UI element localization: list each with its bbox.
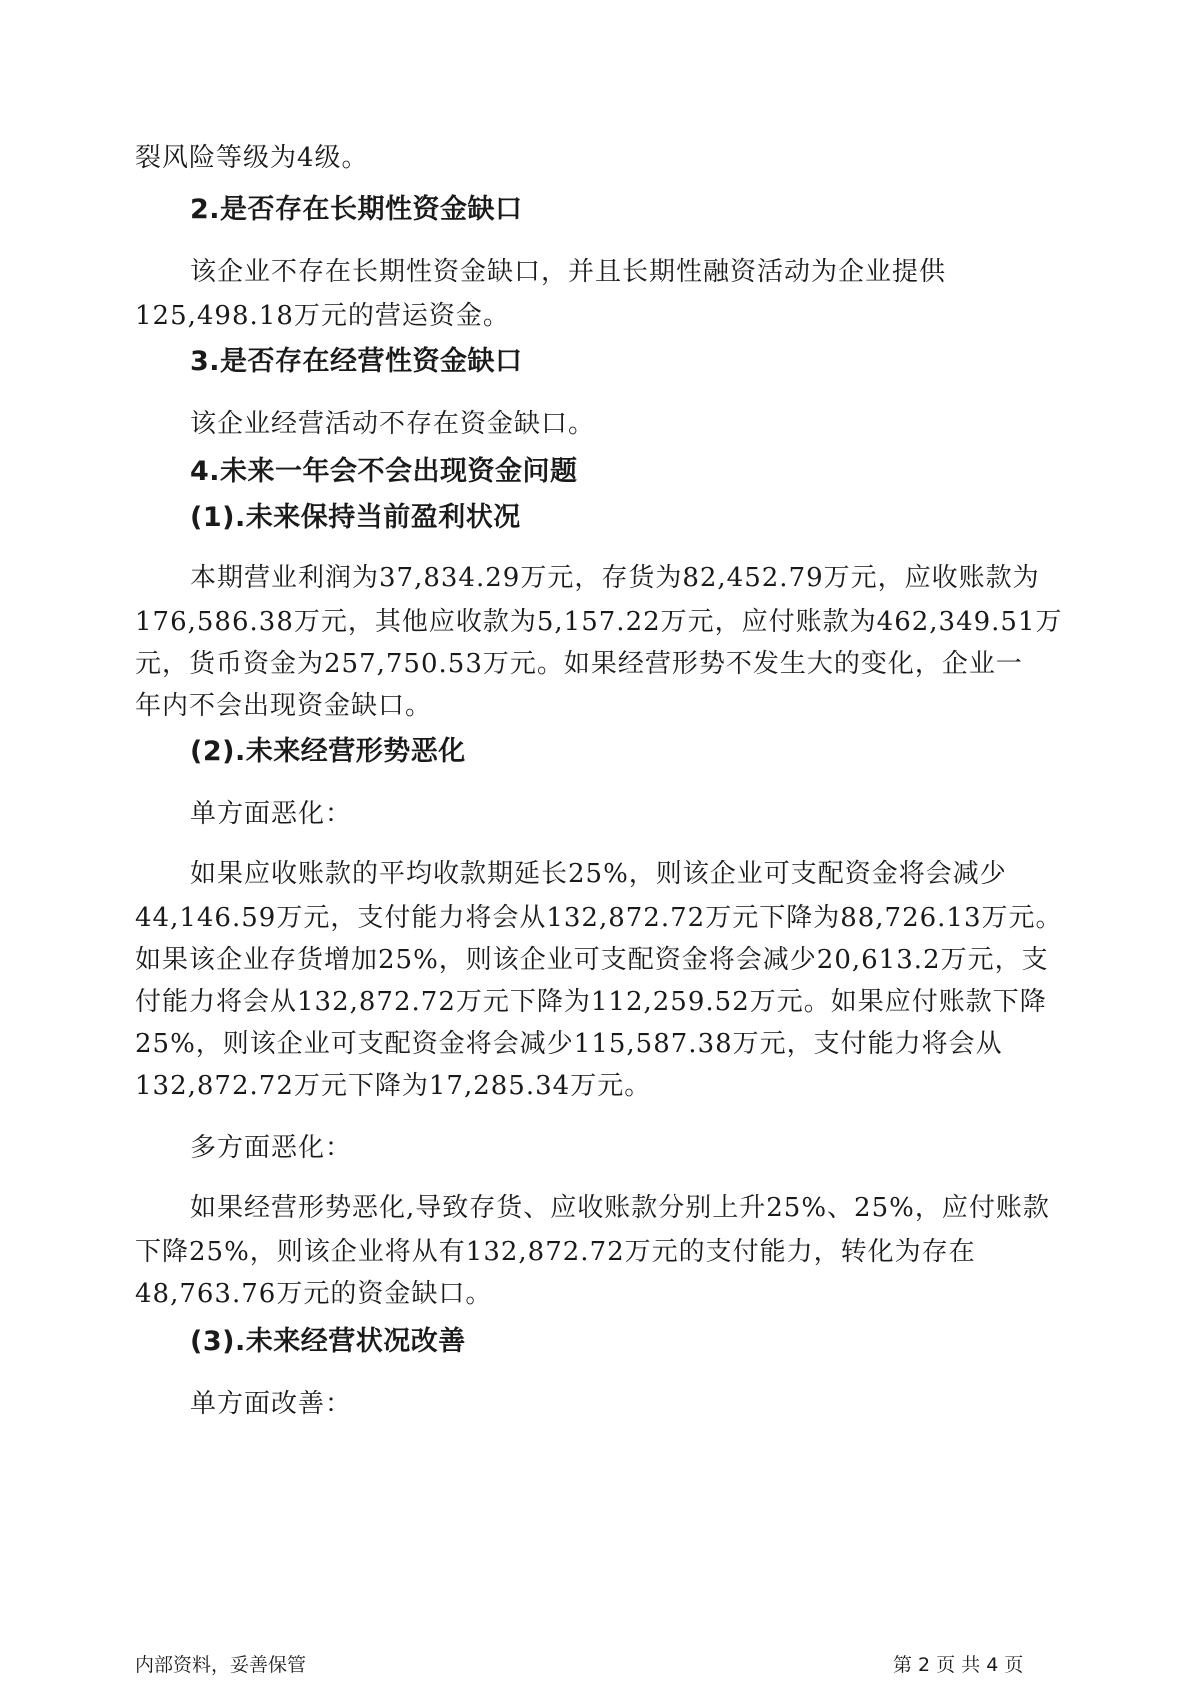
body-line: 年内不会出现资金缺口。	[135, 691, 433, 721]
body-line: 176,586.38万元，其他应收款为5,157.22万元，应付账款为462,349.51万	[135, 607, 1063, 637]
subsection-heading: (3).未来经营状况改善	[190, 1326, 466, 1357]
footer-confidential-note: 内部资料，妥善保管	[135, 1654, 307, 1676]
body-line: 元，货币资金为257,750.53万元。如果经营形势不发生大的变化，企业一	[135, 649, 1023, 679]
body-line: 单方面恶化：	[190, 799, 353, 829]
body-line: 44,146.59万元，支付能力将会从132,872.72万元下降为88,726.13万元。	[135, 903, 1063, 933]
body-line: 如果经营形势恶化,导致存货、应收账款分别上升25%、25%，应付账款	[190, 1193, 1050, 1223]
body-line: 该企业经营活动不存在资金缺口。	[190, 409, 596, 439]
body-line: 25%，则该企业可支配资金将会减少115,587.38万元，支付能力将会从	[135, 1029, 1003, 1059]
body-line: 付能力将会从132,872.72万元下降为112,259.52万元。如果应付账款下降	[135, 987, 1047, 1017]
body-line: 125,498.18万元的营运资金。	[135, 301, 510, 331]
subsection-heading: (2).未来经营形势恶化	[190, 736, 466, 767]
section-heading: 2.是否存在长期性资金缺口	[190, 194, 523, 225]
footer-page-number: 第 2 页 共 4 页	[893, 1654, 1024, 1676]
body-line: 48,763.76万元的资金缺口。	[135, 1279, 493, 1309]
section-heading: 3.是否存在经营性资金缺口	[190, 346, 523, 377]
body-line: 多方面恶化：	[190, 1133, 353, 1163]
subsection-heading: (1).未来保持当前盈利状况	[190, 502, 521, 533]
body-line: 该企业不存在长期性资金缺口，并且长期性融资活动为企业提供	[190, 257, 947, 287]
body-line: 如果应收账款的平均收款期延长25%，则该企业可支配资金将会减少	[190, 859, 1007, 889]
section-heading: 4.未来一年会不会出现资金问题	[190, 456, 578, 487]
body-line: 裂风险等级为4级。	[135, 143, 369, 173]
body-line: 本期营业利润为37,834.29万元，存货为82,452.79万元，应收账款为	[190, 563, 1040, 593]
body-line: 单方面改善：	[190, 1389, 353, 1419]
body-line: 下降25%，则该企业将从有132,872.72万元的支付能力，转化为存在	[135, 1237, 976, 1267]
body-line: 132,872.72万元下降为17,285.34万元。	[135, 1071, 652, 1101]
body-line: 如果该企业存货增加25%，则该企业可支配资金将会减少20,613.2万元，支	[135, 945, 1049, 975]
